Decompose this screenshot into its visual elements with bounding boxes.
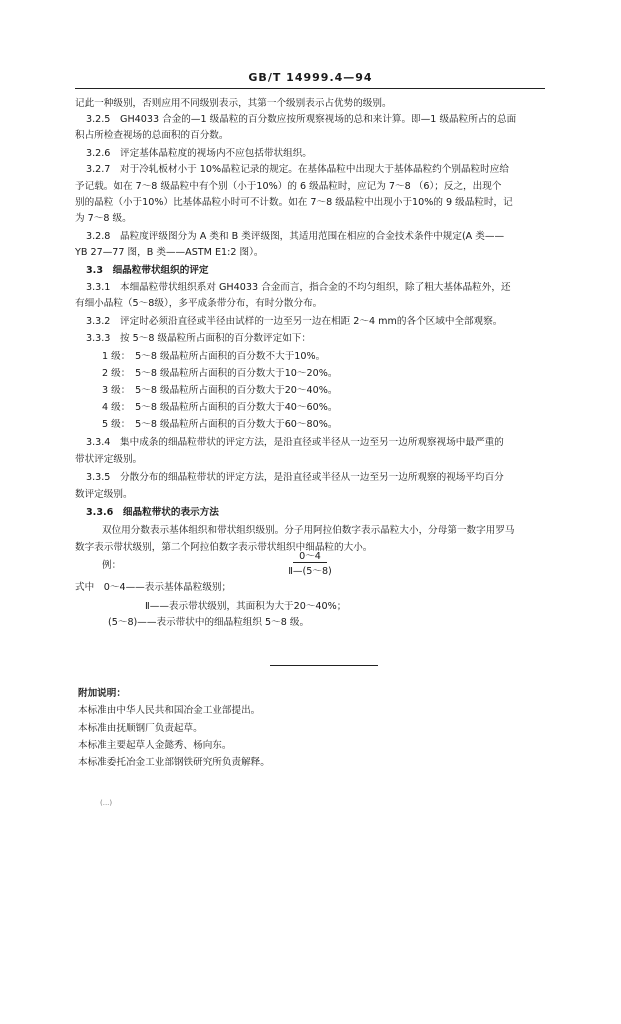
text-line: 别的晶粒（小于10%）比基体晶粒小时可不计数。如在 7～8 级晶粒中出现小于10%的 9 级晶粒时，记 <box>75 197 513 208</box>
text-line: 双位用分数表示基体组织和带状组织级别。分子用阿拉伯数字表示晶粒大小，分母第一数字用罗马 <box>102 525 515 536</box>
text-line: 为 7～8 级。 <box>75 213 132 224</box>
clause-3-2-8: 3.2.8 晶粒度评级图分为 A 类和 B 类评级图，其适用范围在相应的合金技术条件中规定(A 类—— <box>86 231 505 242</box>
separator-rule <box>270 665 378 666</box>
clause-3-3-2: 3.3.2 评定时必须沿直径或半径由试样的一边至另一边在相距 2～4 mm的各个区域中全部观察。 <box>86 316 503 327</box>
clause-3-3-4: 3.3.4 集中成条的细晶粒带状的评定方法，是沿直径或半径从一边至另一边所观察视场中最严重的 <box>86 437 504 448</box>
text-line: 积占所检查视场的总面积的百分数。 <box>75 130 229 141</box>
clause-3-3-3: 3.3.3 按 5～8 级晶粒所占面积的百分数评定如下： <box>86 333 311 344</box>
note-line: 本标准由中华人民共和国冶金工业部提出。 <box>78 705 261 716</box>
section-heading-3-3: 3.3 细晶粒带状组织的评定 <box>86 265 209 276</box>
notes-title: 附加说明： <box>78 688 126 699</box>
text-line: 有细小晶粒（5～8级），多平成条带分布，有时分散分布。 <box>75 298 323 309</box>
standard-code-header: GB/T 14999.4—94 <box>248 71 373 84</box>
grade-item: 2 级： 5～8 级晶粒所占面积的百分数大于10～20%。 <box>102 368 338 379</box>
clause-3-3-5: 3.3.5 分散分布的细晶粒带状的评定方法，是沿直径或半径从一边至另一边所观察的视场平均百分 <box>86 472 504 483</box>
text-line: 予记载。如在 7～8 级晶粒中有个别（小于10%）的 6 级晶粒时，应记为 7～8 （6）；反之，出现个 <box>75 181 502 192</box>
scan-speck: (...) <box>100 799 113 807</box>
clause-3-3-6-heading: 3.3.6 细晶粒带状的表示方法 <box>86 507 219 518</box>
grade-item: 4 级： 5～8 级晶粒所占面积的百分数大于40～60%。 <box>102 402 338 413</box>
grade-item: 5 级： 5～8 级晶粒所占面积的百分数大于60～80%。 <box>102 419 338 430</box>
grade-item: 1 级： 5～8 级晶粒所占面积的百分数不大于10%。 <box>102 351 326 362</box>
clause-3-2-5: 3.2.5 GH4033 合金的—1 级晶粒的百分数应按所观察视场的总和来计算。即—1 级晶粒所占的总面 <box>86 114 517 125</box>
text-line: 带状评定级别。 <box>75 454 143 465</box>
legend-line: Ⅱ——表示带状级别，其面积为大于20～40%； <box>145 601 347 612</box>
text-line: 记此一种级别，否则应用不同级别表示，其第一个级别表示占优势的级别。 <box>75 98 392 109</box>
legend-line: 式中 0～4——表示基体晶粒级别； <box>75 582 232 593</box>
text-line: YB 27—77 图，B 类——ASTM E1:2 图）。 <box>75 247 264 258</box>
text-line: 数评定级别。 <box>75 489 133 500</box>
clause-3-2-7: 3.2.7 对于冷轧板材小于 10%晶粒记录的规定。在基体晶粒中出现大于基体晶粒约个别晶粒时应给 <box>86 164 509 175</box>
fraction-denominator: Ⅱ—(5～8) <box>288 566 332 577</box>
header-rule <box>75 88 545 89</box>
fraction-numerator: 0～4 <box>293 548 327 563</box>
clause-3-2-6: 3.2.6 评定基体晶粒度的视场内不应包括带状组织。 <box>86 148 312 159</box>
note-line: 本标准由抚顺钢厂负责起草。 <box>78 723 203 734</box>
grade-fraction <box>250 548 370 577</box>
note-line: 本标准委托冶金工业部钢铁研究所负责解释。 <box>78 757 270 768</box>
grade-item: 3 级： 5～8 级晶粒所占面积的百分数大于20～40%。 <box>102 385 338 396</box>
example-label: 例： <box>102 560 122 571</box>
clause-3-3-1: 3.3.1 本细晶粒带状组织系对 GH4033 合金而言，指合金的不均匀组织，除了粗大基体晶粒外，还 <box>86 282 511 293</box>
legend-line: (5～8)——表示带状中的细晶粒组织 5～8 级。 <box>108 617 310 628</box>
note-line: 本标准主要起草人金懿秀、杨向东。 <box>78 740 232 751</box>
text-line: 数字表示带状级别，第二个阿拉伯数字表示带状组织中细晶粒的大小。 <box>75 542 373 553</box>
